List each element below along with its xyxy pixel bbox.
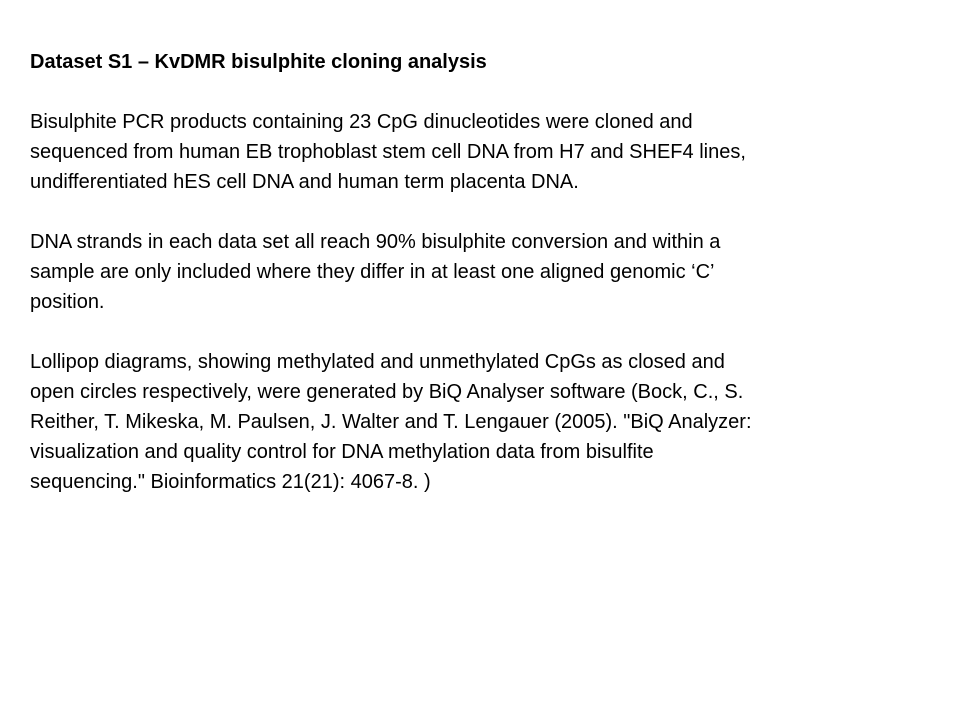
paragraph-methods (30, 107, 900, 197)
paragraph-line: sample are only included where they differ in at least one aligned genomic ‘C’ (30, 261, 715, 283)
paragraph-line: Lollipop diagrams, showing methylated and unmethylated CpGs as closed and (30, 351, 725, 373)
slide-content (30, 47, 900, 527)
paragraph-line: undifferentiated hES cell DNA and human term placenta DNA. (30, 171, 579, 193)
paragraph-line: sequencing." Bioinformatics 21(21): 4067-8. ) (30, 471, 431, 493)
paragraph-line: position. (30, 291, 105, 313)
paragraph-line: open circles respectively, were generated by BiQ Analyser software (Bock, C., S. (30, 381, 744, 403)
paragraph-line: visualization and quality control for DNA methylation data from bisulfite (30, 441, 654, 463)
paragraph-line: DNA strands in each data set all reach 90% bisulphite conversion and within a (30, 231, 721, 253)
paragraph-line: Reither, T. Mikeska, M. Paulsen, J. Walter and T. Lengauer (2005). "BiQ Analyzer: (30, 411, 752, 433)
paragraph-line: Bisulphite PCR products containing 23 CpG dinucleotides were cloned and (30, 111, 693, 133)
paragraph-line: sequenced from human EB trophoblast stem cell DNA from H7 and SHEF4 lines, (30, 141, 746, 163)
paragraph-lollipop (30, 347, 900, 497)
paragraph-conversion (30, 227, 900, 317)
slide-title: Dataset S1 – KvDMR bisulphite cloning analysis (30, 51, 487, 73)
